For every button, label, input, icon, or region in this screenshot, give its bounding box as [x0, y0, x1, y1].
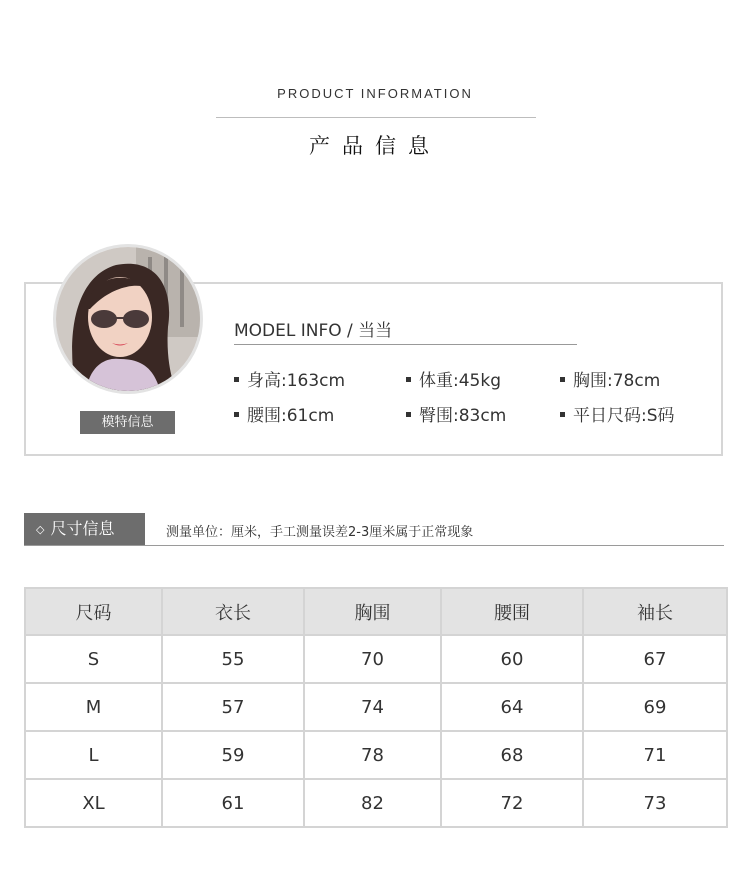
model-photo: [56, 247, 200, 391]
table-cell: 57: [162, 683, 304, 731]
model-heading-divider: [234, 344, 577, 345]
model-info-tag: 模特信息: [80, 411, 175, 434]
header-length: 衣长: [162, 588, 304, 635]
bullet-icon: [234, 412, 239, 417]
size-info-tag: ◇ 尺寸信息: [24, 513, 145, 545]
table-cell: 71: [583, 731, 727, 779]
table-cell: 69: [583, 683, 727, 731]
table-row: [25, 683, 727, 731]
model-stat-hips: 臀围:83cm: [406, 401, 506, 426]
table-cell: 64: [441, 683, 583, 731]
size-section-divider: [24, 545, 724, 546]
table-row: [25, 779, 727, 827]
bullet-icon: [406, 377, 411, 382]
table-cell: 78: [304, 731, 441, 779]
table-cell: 61: [162, 779, 304, 827]
table-cell: 72: [441, 779, 583, 827]
bullet-icon: [406, 412, 411, 417]
table-cell: 73: [583, 779, 727, 827]
model-stat-height: 身高:163cm: [234, 366, 345, 391]
model-stat-waist: 腰围:61cm: [234, 401, 334, 426]
table-cell: M: [25, 683, 162, 731]
table-cell: S: [25, 635, 162, 683]
bullet-icon: [560, 377, 565, 382]
model-stat-usual-size: 平日尺码:S码: [560, 401, 675, 426]
table-row: [25, 731, 727, 779]
table-cell: XL: [25, 779, 162, 827]
table-cell: 68: [441, 731, 583, 779]
section-title-english: PRODUCT INFORMATION: [277, 86, 473, 101]
diamond-icon: ◇: [36, 523, 45, 536]
table-cell: L: [25, 731, 162, 779]
table-cell: 60: [441, 635, 583, 683]
model-stat-bust: 胸围:78cm: [560, 366, 660, 391]
header-size: 尺码: [25, 588, 162, 635]
table-cell: 74: [304, 683, 441, 731]
model-stat-weight: 体重:45kg: [406, 366, 501, 391]
model-avatar: [53, 244, 203, 394]
table-cell: 70: [304, 635, 441, 683]
size-table: [24, 587, 728, 828]
model-info-heading: MODEL INFO / 当当: [234, 321, 393, 341]
table-cell: 67: [583, 635, 727, 683]
table-header-row: [25, 588, 727, 635]
title-divider: [216, 117, 536, 118]
table-cell: 82: [304, 779, 441, 827]
section-title-chinese: 产品信息: [309, 134, 441, 158]
header-waist: 腰围: [441, 588, 583, 635]
table-row: [25, 635, 727, 683]
header-sleeve: 袖长: [583, 588, 727, 635]
bullet-icon: [234, 377, 239, 382]
bullet-icon: [560, 412, 565, 417]
table-cell: 55: [162, 635, 304, 683]
measurement-note: 测量单位：厘米，手工测量误差2-3厘米属于正常现象: [166, 525, 474, 540]
header-bust: 胸围: [304, 588, 441, 635]
table-cell: 59: [162, 731, 304, 779]
